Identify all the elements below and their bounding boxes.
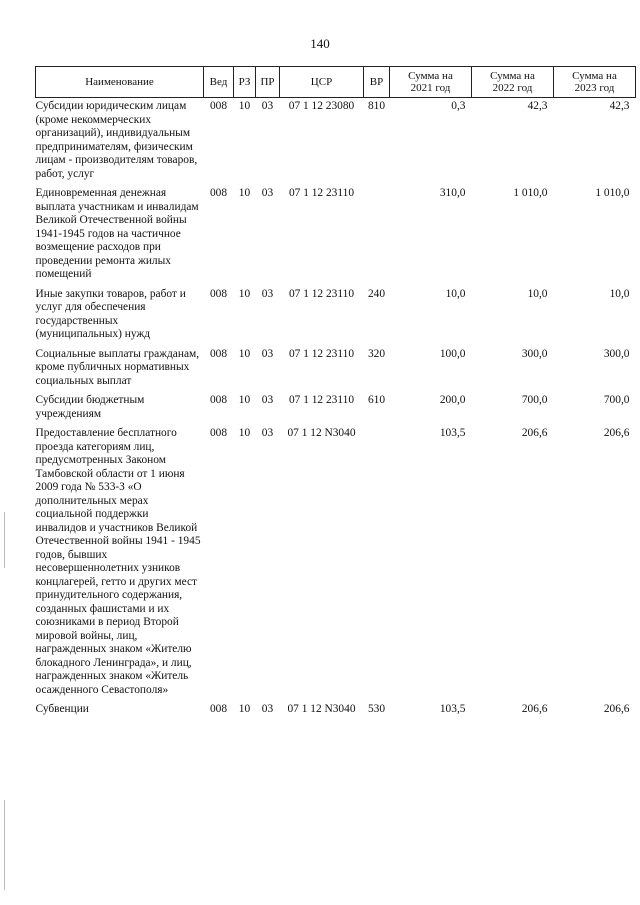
row-vr: 810 — [367, 100, 386, 112]
row-ved: 008 — [209, 287, 228, 300]
row-vr — [364, 181, 390, 282]
row-sum-2023: 206,6 — [603, 427, 630, 439]
header-pr: ПР — [256, 67, 280, 98]
table-row — [36, 697, 636, 717]
row-csr: 07 1 12 23110 — [288, 347, 355, 360]
row-name: Субсидии юридическим лицам (кроме некоммерческих организаций), индивидуальным предпринимателям, физическим лицам - производителям товаров, работ, услуг — [35, 100, 198, 180]
row-sum-2022: 42,3 — [527, 100, 548, 112]
table-header-row — [36, 67, 636, 98]
row-vr: 240 — [367, 287, 386, 300]
header-sum-2022-line1: Сумма на — [490, 70, 535, 82]
row-sum-2022: 700,0 — [521, 394, 548, 406]
row-sum-2021: 103,5 — [439, 427, 466, 439]
table-row — [36, 98, 636, 182]
row-rz: 10 — [238, 427, 251, 439]
header-sum-2022-line2: 2022 год — [492, 82, 533, 94]
row-ved: 008 — [209, 703, 228, 715]
table-row — [36, 342, 636, 389]
row-sum-2023: 10,0 — [609, 287, 630, 300]
scan-edge-mark — [4, 800, 5, 890]
row-sum-2022: 300,0 — [521, 347, 548, 360]
row-pr: 03 — [261, 100, 274, 112]
row-csr: 07 1 12 N3040 — [287, 703, 356, 715]
row-name: Социальные выплаты гражданам, кроме публичных нормативных социальных выплат — [35, 347, 200, 387]
row-vr: 610 — [367, 394, 386, 406]
row-ved: 008 — [209, 427, 228, 439]
header-vr: ВР — [364, 67, 390, 98]
row-pr: 03 — [261, 287, 274, 300]
header-name: Наименование — [36, 67, 204, 98]
row-rz: 10 — [238, 287, 251, 300]
row-rz: 10 — [238, 347, 251, 360]
row-sum-2021: 200,0 — [439, 394, 466, 406]
row-name: Предоставление бесплатного проезда категориям лиц, предусмотренных Законом Тамбовской области от 1 июня 2009 года № 533-З «О дополнительных мерах социальной поддержки инвалидов и участников Великой Отечественной войны 1941 - 1945 годов, бывших несовершеннолетних узников концлагерей, гетто и других мест принудительного содержания, созданных фашистами и их союзниками в период Второй мировой войны, лиц, награжденных знаком «Жителю блокадного Ленинграда», и лиц, награжденных знаком «Житель осажденного Севастополя» — [35, 427, 201, 696]
row-vr — [364, 421, 390, 697]
row-pr: 03 — [261, 703, 274, 715]
table-row — [36, 421, 636, 697]
header-sum-2023-line1: Сумма на — [572, 70, 617, 82]
header-sum-2023 — [554, 67, 636, 98]
row-sum-2023: 1 010,0 — [595, 187, 630, 199]
row-vr: 530 — [367, 703, 386, 715]
header-sum-2021-line1: Сумма на — [408, 70, 453, 82]
row-sum-2021: 310,0 — [439, 187, 466, 199]
row-sum-2023: 206,6 — [603, 703, 630, 715]
row-rz: 10 — [238, 100, 251, 112]
row-sum-2022: 1 010,0 — [513, 187, 548, 199]
row-csr: 07 1 12 23110 — [288, 394, 355, 406]
row-sum-2021: 10,0 — [445, 287, 466, 300]
row-name: Субсидии бюджетным учреждениям — [35, 394, 145, 420]
row-sum-2023: 42,3 — [609, 100, 630, 112]
row-rz: 10 — [238, 187, 251, 199]
budget-table — [35, 66, 636, 717]
header-sum-2021-line2: 2021 год — [410, 82, 451, 94]
row-ved: 008 — [209, 187, 228, 199]
header-csr: ЦСР — [280, 67, 364, 98]
header-sum-2022 — [472, 67, 554, 98]
row-sum-2021: 100,0 — [439, 347, 466, 360]
row-csr: 07 1 12 23080 — [288, 100, 355, 112]
row-pr: 03 — [261, 394, 274, 406]
row-sum-2022: 206,6 — [521, 703, 548, 715]
row-vr: 320 — [367, 347, 386, 360]
row-pr: 03 — [261, 347, 274, 360]
row-ved: 008 — [209, 347, 228, 360]
row-sum-2023: 300,0 — [603, 347, 630, 360]
row-csr: 07 1 12 N3040 — [287, 427, 356, 439]
row-pr: 03 — [261, 427, 274, 439]
row-sum-2022: 206,6 — [521, 427, 548, 439]
row-name: Субвенции — [35, 703, 89, 715]
row-csr: 07 1 12 23110 — [288, 187, 355, 199]
row-csr: 07 1 12 23110 — [288, 287, 355, 300]
row-sum-2022: 10,0 — [527, 287, 548, 300]
table-row — [36, 388, 636, 421]
table-row — [36, 282, 636, 342]
page-number: 140 — [310, 36, 330, 51]
row-rz: 10 — [238, 703, 251, 715]
header-rz: РЗ — [234, 67, 256, 98]
header-sum-2023-line2: 2023 год — [574, 82, 615, 94]
row-name: Иные закупки товаров, работ и услуг для обеспечения государственных (муниципальных) нужд — [35, 287, 186, 340]
row-sum-2021: 103,5 — [439, 703, 466, 715]
header-sum-2021 — [390, 67, 472, 98]
row-pr: 03 — [261, 187, 274, 199]
row-rz: 10 — [238, 394, 251, 406]
row-ved: 008 — [209, 100, 228, 112]
row-sum-2021: 0,3 — [451, 100, 466, 112]
row-name: Единовременная денежная выплата участникам и инвалидам Великой Отечественной войны 1941-1945 годов на частичное возмещение расходов при проведении ремонта жилых помещений — [35, 187, 199, 280]
row-ved: 008 — [209, 394, 228, 406]
scan-edge-mark — [4, 512, 5, 568]
row-sum-2023: 700,0 — [603, 394, 630, 406]
header-ved: Вед — [204, 67, 234, 98]
table-row — [36, 181, 636, 282]
